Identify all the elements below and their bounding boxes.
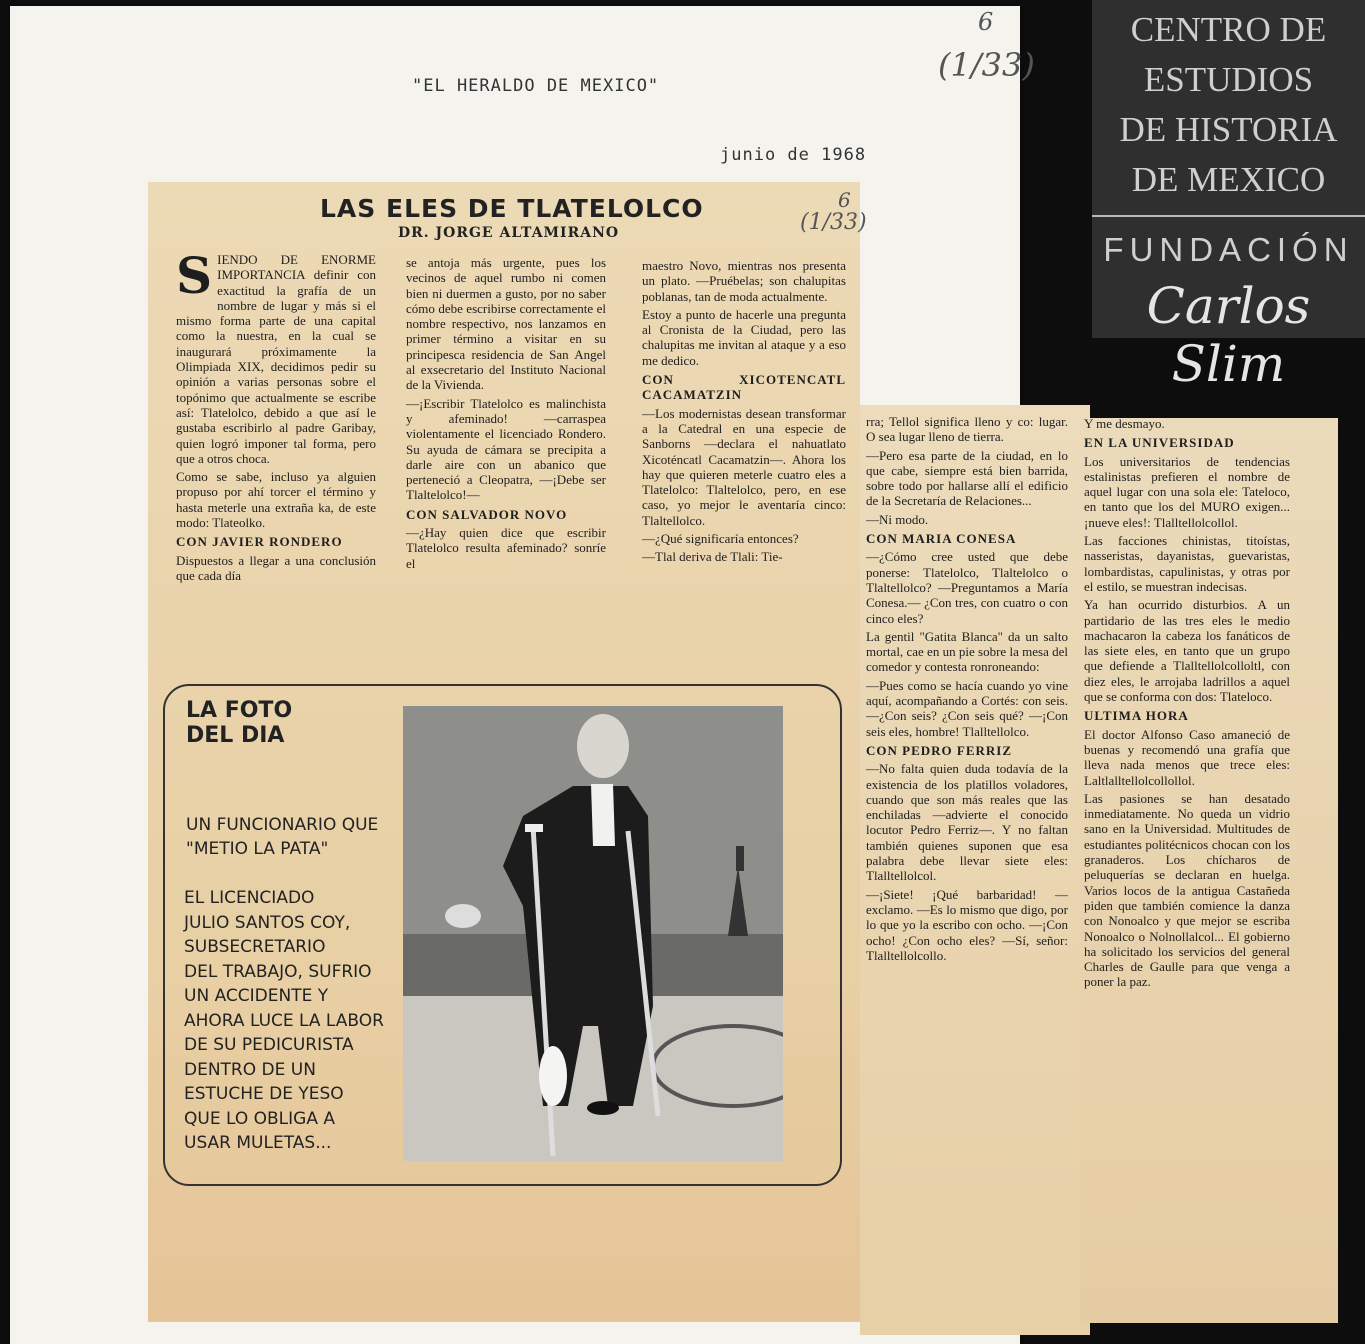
photo-man-on-crutches bbox=[403, 706, 783, 1161]
subheading: ULTIMA HORA bbox=[1084, 708, 1189, 724]
archive-stamp bbox=[1092, 0, 1365, 393]
reference-mark: (1/33) bbox=[938, 46, 1035, 84]
article-headline: LAS ELES DE TLATELOLCO bbox=[320, 194, 704, 223]
subheading: CON MARIA CONESA bbox=[866, 531, 1017, 547]
page-number-mark: 6 bbox=[978, 8, 994, 36]
subheading: CON JAVIER RONDERO bbox=[176, 534, 343, 550]
photo-box-title: LA FOTO DEL DIA bbox=[186, 698, 293, 748]
foundation-label: FUNDACIÓN bbox=[1103, 231, 1354, 268]
institution-name: CENTRO DE ESTUDIOS DE HISTORIA DE MEXICO bbox=[1119, 10, 1338, 199]
drop-cap: S bbox=[176, 246, 213, 305]
subheading: CON XICOTENCATL CACAMATZIN bbox=[642, 372, 846, 403]
clip-reference-mark: (1/33) bbox=[800, 210, 867, 235]
article-column-5: Y me desmayo. EN LA UNIVERSIDAD Los universitarios de tendencias estalinistas prefieren el nombre de aquel lugar con una sola ele: Tateloco, en tanto que los del MURO exigen... ¡nueve eles!: Tlalltellolcollol. Las facciones chinistas, titoístas, nasseristas, dayanistas, guevaristas, lombardistas, capulinistas, y otras por el estilo, se muestran indecisas. Ya han ocurrido disturbios. A un partidario de las tres eles le medio machacaron la cabeza los fanáticos de las siete eles, en tanto que un grupo que defiende a Tlalltellolcolloltl, con diez eles, le arrojaba ladrillos a aquel que se conforma con dos: Tlateloco. ULTIMA HORA El doctor Alfonso Caso amaneció de buenas y recomendó una grafía que lleva nada menos que trece eles: Laltlalltellolcollollol. Las pasiones se han desatado inmediatamente. No queda un vidrio sano en la Universidad. Multitudes de estudiantes politécnicos chocan con los granaderos. Los chícharos de peluquerías se declaran en huelga. Varios locos de la antigua Castañeda piden que también comience la danza con Nonoalco y que mejor se escriba Nonoalco o Nolnollalcol... El gobierno ha solicitado los servicios del general Charles de Gaulle para que venga a poner la paz. bbox=[1084, 416, 1290, 990]
stamp-divider bbox=[1092, 215, 1365, 217]
article-byline: DR. JORGE ALTAMIRANO bbox=[398, 225, 620, 241]
photo-caption-heading: UN FUNCIONARIO QUE "METIO LA PATA" bbox=[186, 815, 379, 859]
newspaper-name: "EL HERALDO DE MEXICO" bbox=[412, 76, 660, 96]
article-column-1: SIENDO DE ENORME IMPORTANCIA definir con exactitud la grafía de un nombre de lugar y más si el mismo forma parte de una capital como la nuestra, en la cual se inaugurará próximamente la Olimpiada XIX, decidimos pedir su opinión a varias personas sobre el topónimo que actualmente se escribe así: Tlatelolco, debido a que así le gustaba escribirlo al padre Garibay, quien logró imponer tal forma, pero que a otros choca. Como se sabe, incluso ya alguien propuso por ahí torcer el término y hasta meterle una extraña ka, de este modo: Tlateolko. CON JAVIER RONDERO Dispuestos a llegar a una conclusión que cada día bbox=[176, 246, 376, 583]
subheading: EN LA UNIVERSIDAD bbox=[1084, 435, 1235, 451]
article-column-4: rra; Tellol significa lleno y co: lugar. O sea lugar lleno de tierra. —Pero esa parte de la ciudad, en lo que cabe, siempre está bien barrida, sobre todo por hallarse allí el edificio de la Secretaría de Relaciones... —Ni modo. CON MARIA CONESA —¿Cómo cree usted que debe ponerse: Tlatelolco, Tlaltelolco o Tlaltellolco? —Preguntamos a María Conesa.— ¿Con tres, con cuatro o con cinco eles? La gentil "Gatita Blanca" da un salto mortal, cae en un pie sobre la mesa del comedor y contesta ronroneando: —Pues como se hacía cuando yo vine aquí, acompañando a Cortés: con seis. —¿Con seis? ¿Con seis qué? —¡Con seis eles, hombre! Tlalltellolco. CON PEDRO FERRIZ —No falta quien duda todavía de la existencia de los platillos voladores, cuando que son más reales que las enchiladas —advierte el conocido locutor Pedro Ferriz—. Y no faltan también quienes suponen que esa palabra debe llevar siete eles: Tlalltellolcol. —¡Siete! ¡Qué barbaridad! —exclamo. —Es lo mismo que digo, por lo que yo la escribo con ocho. —¡Con ocho! ¿Con ocho eles? —Sí, señor: Tlalltellolcollo. bbox=[866, 414, 1068, 963]
article-column-3: maestro Novo, mientras nos presenta un plato. —Pruébelas; son chalupitas poblanas, tan de moda actualmente. Estoy a punto de hacerle una pregunta al Cronista de la Ciudad, pero las chalupitas me invitan al ataque y a eso me dedico. CON XICOTENCATL CACAMATZIN —Los modernistas desean transformar a la Catedral en una especie de Sanborns —declara el nahuatlato Xicoténcatl Cacamatzin—. Ahora los hay que quieren meterle cuatro eles a Tlatelolco: Tlaltelolco, pero, en ese caso, yo mejor le aventaría cinco: Tlaltellolco. —¿Qué significaría entonces? —Tlal deriva de Tlali: Tie- bbox=[642, 258, 846, 565]
subheading: CON PEDRO FERRIZ bbox=[866, 742, 1013, 758]
photo-caption-body: EL LICENCIADO JULIO SANTOS COY, SUBSECRETARIO DEL TRABAJO, SUFRIO UN ACCIDENTE Y AHORA LUCE LA LABOR DE SU PEDICURISTA DENTRO DE UN ESTUCHE DE YESO QUE LO OBLIGA A USAR MULETAS... bbox=[184, 888, 384, 1153]
subheading: CON SALVADOR NOVO bbox=[406, 506, 568, 522]
clip-page-mark: 6 bbox=[838, 188, 851, 212]
clipping-date: junio de 1968 bbox=[720, 145, 867, 165]
article-column-2: se antoja más urgente, pues los vecinos de aquel rumbo ni comen bien ni duermen a gusto, por no saber cómo debe escribirse correctamente el nombre respectivo, nos lanzamos en primer término a visitar en su principesca residencia de San Angel al exsecretario del Instituto Nacional de la Vivienda. —¡Escribir Tlatelolco es malinchista y afeminado! —carraspea violentamente el licenciado Rondero. Su ayuda de cámara se precipita a darle aire con un abanico que perteneció a Cleopatra, —¡Debe ser Tlaltelolco!— CON SALVADOR NOVO —¿Hay quien dice que escribir Tlatelolco resulta afeminado? sonríe el bbox=[406, 255, 606, 571]
signature-logo: Carlos Slim bbox=[1146, 277, 1311, 393]
